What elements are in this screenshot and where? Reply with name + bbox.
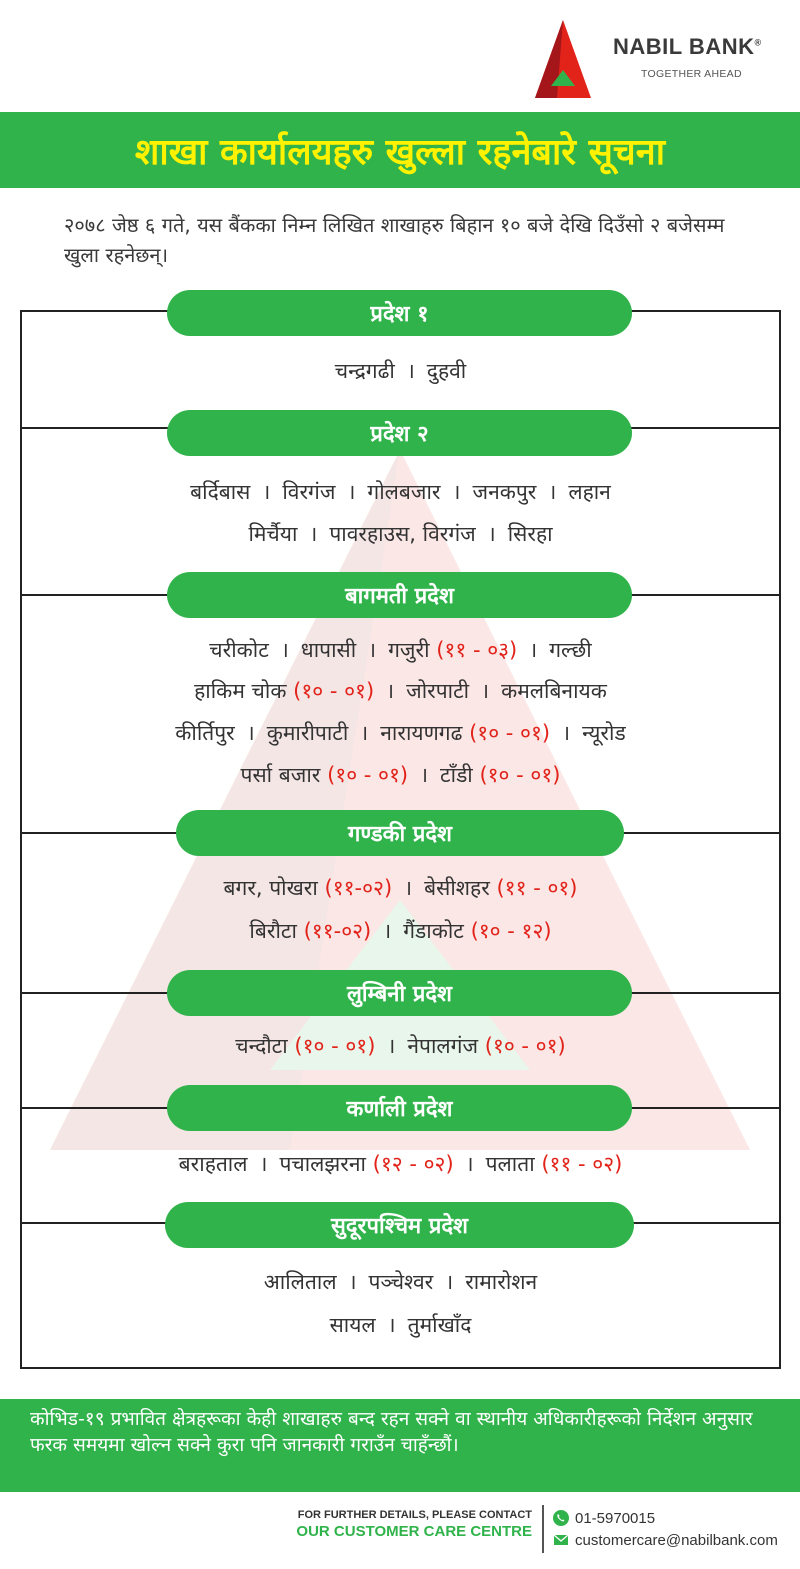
email-address[interactable]: customercare@nabilbank.com — [575, 1531, 778, 1549]
branch-hours: (११ - ०२) — [541, 1152, 623, 1176]
nabil-logo — [535, 20, 795, 100]
separator: । — [404, 876, 413, 900]
contact-line1: FOR FURTHER DETAILS, PLEASE CONTACT — [297, 1509, 532, 1521]
separator: । — [406, 359, 415, 383]
separator: । — [487, 522, 496, 546]
branch-row — [20, 520, 781, 548]
contact-details — [552, 1507, 778, 1551]
branch-name: जनकपुर — [472, 480, 537, 504]
branch-name: आलिताल — [263, 1270, 337, 1294]
branch-name: सायल — [329, 1313, 376, 1337]
branch-name: तुर्माखाँद — [407, 1313, 472, 1337]
branch-name: बगर, पोखरा — [223, 876, 318, 900]
branch-name: मिर्चैया — [248, 522, 298, 546]
brand-tagline: TOGETHER AHEAD — [641, 68, 742, 80]
separator: । — [387, 1034, 396, 1058]
footer-divider — [542, 1505, 544, 1553]
branch-name: नेपालगंज — [407, 1034, 479, 1058]
nabil-triangle-icon — [535, 20, 591, 98]
branch-hours: (११ - ०१) — [496, 876, 578, 900]
branch-name: चरीकोट — [209, 638, 269, 662]
separator: । — [452, 480, 461, 504]
email-row — [552, 1529, 778, 1551]
branch-hours: (१० - १२) — [470, 919, 552, 943]
separator: । — [562, 721, 571, 745]
contact-line2: OUR CUSTOMER CARE CENTRE — [296, 1523, 532, 1540]
branch-hours: (१० - ०१) — [327, 763, 409, 787]
notice-title: शाखा कार्यालयहरु खुल्ला रहनेबारे सूचना — [134, 131, 666, 173]
separator: । — [368, 638, 377, 662]
separator: । — [246, 721, 255, 745]
province-heading: लुम्बिनी प्रदेश — [167, 970, 632, 1016]
branch-row — [20, 719, 781, 747]
branch-row — [20, 1150, 781, 1178]
contact-heading — [250, 1509, 532, 1540]
title-band — [0, 112, 800, 188]
separator: । — [529, 638, 538, 662]
branch-name: हाकिम चोक — [194, 679, 287, 703]
branch-name: पञ्चेश्वर — [368, 1270, 434, 1294]
branch-row — [20, 1268, 781, 1296]
separator: । — [309, 522, 318, 546]
branch-name: लहान — [568, 480, 611, 504]
branch-name: पचालझरना — [279, 1152, 366, 1176]
separator: । — [445, 1270, 454, 1294]
branch-hours: (११-०२) — [324, 876, 393, 900]
brand-name: NABIL BANK® — [613, 34, 762, 59]
branch-row — [20, 761, 781, 789]
branch-name: चन्द्रगढी — [334, 359, 395, 383]
branch-row — [20, 636, 781, 664]
branch-name: नारायणगढ — [380, 721, 463, 745]
branch-name: न्यूरोड — [582, 721, 626, 745]
branch-row — [20, 357, 781, 385]
separator: । — [259, 1152, 268, 1176]
branch-hours: (१० - ०१) — [484, 1034, 566, 1058]
envelope-icon — [552, 1531, 570, 1549]
branch-name: पर्सा बजार — [240, 763, 321, 787]
branch-name: कीर्तिपुर — [175, 721, 235, 745]
separator: । — [481, 679, 490, 703]
separator: । — [465, 1152, 474, 1176]
branch-name: बेसीशहर — [424, 876, 490, 900]
branch-hours: (११ - ०३) — [436, 638, 518, 662]
separator: । — [386, 679, 395, 703]
branch-name: धापासी — [300, 638, 357, 662]
branch-row — [20, 1311, 781, 1339]
whatsapp-phone-icon — [552, 1509, 570, 1527]
branch-name: गैंडाकोट — [403, 919, 464, 943]
branch-hours: (१० - ०१) — [479, 763, 561, 787]
branch-name: कमलबिनायक — [501, 679, 607, 703]
branch-name: चन्दौटा — [235, 1034, 288, 1058]
separator: । — [548, 480, 557, 504]
branch-hours: (१० - ०१) — [294, 1034, 376, 1058]
branch-name: कुमारीपाटी — [266, 721, 349, 745]
branch-name: दुहवी — [426, 359, 467, 383]
separator: । — [347, 480, 356, 504]
separator: । — [360, 721, 369, 745]
branch-name: टाँडी — [440, 763, 473, 787]
branch-row — [20, 677, 781, 705]
branch-hours: (१० - ०१) — [469, 721, 551, 745]
separator: । — [262, 480, 271, 504]
province-heading: प्रदेश २ — [167, 410, 632, 456]
branch-hours: (१२ - ०२) — [372, 1152, 454, 1176]
notice-band — [0, 1399, 800, 1492]
branch-name: गजुरी — [388, 638, 430, 662]
phone-number[interactable]: 01-5970015 — [575, 1509, 656, 1527]
province-heading: प्रदेश १ — [167, 290, 632, 336]
province-heading: गण्डकी प्रदेश — [176, 810, 624, 856]
intro-text: २०७८ जेष्ठ ६ गते, यस बैंकका निम्न लिखित शाखाहरु बिहान १० बजे देखि दिउँसो २ बजेसम्म खुला रहनेछन्। — [64, 213, 725, 267]
branch-row — [20, 1032, 781, 1060]
branch-name: विरगंज — [282, 480, 336, 504]
branch-name: पावरहाउस, विरगंज — [329, 522, 476, 546]
branch-name: बर्दिबास — [190, 480, 251, 504]
branch-name: पलाता — [485, 1152, 535, 1176]
branch-row — [20, 478, 781, 506]
province-heading: बागमती प्रदेश — [167, 572, 632, 618]
branch-hours: (१० - ०१) — [293, 679, 375, 703]
branch-row — [20, 917, 781, 945]
separator: । — [348, 1270, 357, 1294]
branch-hours: (११-०२) — [303, 919, 372, 943]
covid-notice: कोभिड-१९ प्रभावित क्षेत्रहरूका केही शाखाहरु बन्द रहन सक्ने वा स्थानीय अधिकारीहरूको निर्देशन अनुसार फरक समयमा खोल्न सक्ने कुरा पनि जानकारी गराउँन चाहँन्छौं। — [30, 1408, 753, 1456]
branch-name: गल्छी — [549, 638, 592, 662]
separator: । — [383, 919, 392, 943]
branch-row — [20, 874, 781, 902]
separator: । — [387, 1313, 396, 1337]
branch-name: बराहताल — [178, 1152, 248, 1176]
branch-name: रामारोशन — [465, 1270, 538, 1294]
branch-name: जोरपाटी — [406, 679, 470, 703]
branch-name: बिरौटा — [249, 919, 297, 943]
province-heading: कर्णाली प्रदेश — [167, 1085, 632, 1131]
province-heading: सुदूरपश्चिम प्रदेश — [165, 1202, 634, 1248]
separator: । — [420, 763, 429, 787]
separator: । — [280, 638, 289, 662]
branch-name: सिरहा — [507, 522, 553, 546]
branch-name: गोलबजार — [367, 480, 441, 504]
phone-row — [552, 1507, 778, 1529]
